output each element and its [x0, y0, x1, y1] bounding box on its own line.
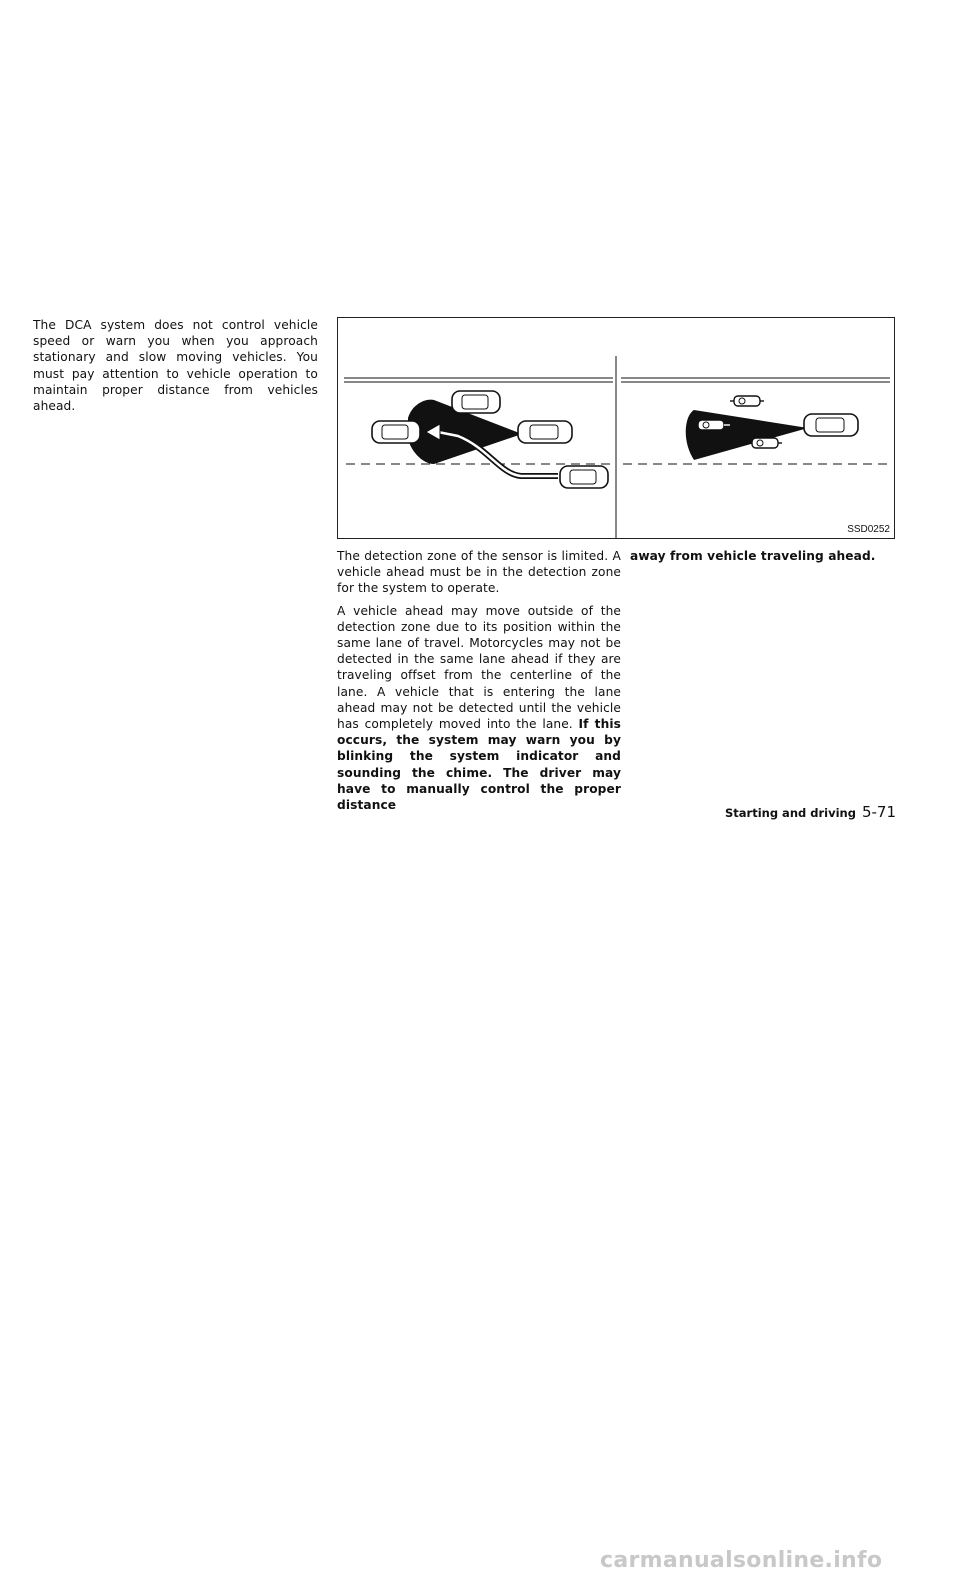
warning-continuation — [630, 548, 900, 564]
car-icon — [452, 391, 500, 413]
watermark: carmanualsonline.info — [600, 1548, 883, 1573]
right-column — [630, 548, 900, 564]
detection-zone-figure — [337, 317, 895, 539]
car-icon — [560, 466, 608, 488]
left-column — [33, 317, 318, 414]
page-number: 5-71 — [861, 803, 896, 821]
detection-zone-illustration — [338, 318, 894, 538]
figure-label: SSD0252 — [847, 524, 890, 535]
detection-zone-paragraph: The detection zone of the sensor is limited. A vehicle ahead must be in the detection zone for the system to operate. — [337, 549, 621, 596]
car-icon — [518, 421, 572, 443]
vehicle-outside-zone-paragraph — [337, 603, 621, 814]
car-icon — [804, 414, 858, 436]
dca-limitation-paragraph: The DCA system does not control vehicle speed or warn you when you approach stationary and slow moving vehicles. You must pay attention to vehicle operation to maintain proper distance from vehicles ahead. — [33, 318, 318, 414]
car-icon — [372, 421, 420, 443]
motorcycle-icon — [748, 438, 782, 448]
warning-text: If this occurs, the system may warn you by blinking the system indicator and sounding the chime. The driver may have to manually control the proper distance — [337, 717, 621, 813]
paragraph-text: A vehicle ahead may move outside of the detection zone due to its position within the same lane of travel. Motorcycles may not be detected in the same lane ahead if they are traveling offset from the centerline of the lane. A vehicle that is entering the lane ahead may not be detected until the vehicle has completely moved into the lane. — [337, 603, 621, 732]
section-title: Starting and driving — [724, 806, 856, 820]
motorcycle-icon — [730, 396, 764, 406]
page-footer — [725, 803, 896, 821]
middle-column — [337, 548, 621, 813]
warning-continuation-text: away from vehicle traveling ahead. — [630, 549, 876, 563]
